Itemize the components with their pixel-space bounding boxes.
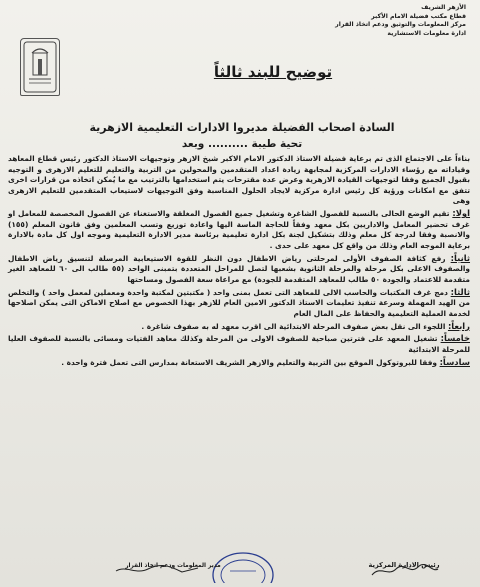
clause-paragraph bbox=[8, 333, 470, 355]
paragraph-text: رفع كثافة الصفوف الأولى لمرحلتى رياض الاطفال دون النظر للقوة الاستيعابية المرسلة لتنسيق رياض الاطفال والصفوف الاعلى بكل مرحلة والمرحلة الثانوية بشعبها لتصل للمراحل المتعددة بتمبنى الواحد (٥٥ طالب الى ٦٠ للمعاهد الغير متقدمة للاعتماد والجودة ٥٠ طالب للمعاهد المتقدمة للجودة) مع مراعاة سعة الفصول ومساحتها bbox=[8, 253, 470, 284]
clause-paragraph bbox=[8, 287, 470, 320]
clause-paragraph bbox=[8, 321, 470, 333]
clause-paragraph bbox=[8, 208, 470, 251]
left-signature-title: مدير المعلومات ودعم اتخاذ القرار bbox=[125, 563, 221, 569]
letterhead-line: ادارة معلومات الاستشارية bbox=[387, 29, 466, 37]
al-azhar-emblem-icon bbox=[20, 38, 60, 96]
letterhead-line: مركز المعلومات والتوثيق ودعم اتخاذ القرار bbox=[335, 21, 466, 29]
clause-paragraph bbox=[8, 253, 470, 286]
handwritten-signature-icon bbox=[112, 562, 202, 581]
paragraph-text: وفقا للبروتوكول الموقع بين التربية والتعليم والازهر الشريف الاستعانة بمدارس التى تعمل فترة واحدة . bbox=[61, 357, 437, 367]
letterhead bbox=[316, 4, 466, 38]
right-signature-title: رئيس الادارة المركزية bbox=[368, 561, 440, 569]
letterhead-line: قطاع مكتب فضيلة الامام الأكبر bbox=[371, 12, 466, 20]
clause-label: اولا: bbox=[452, 208, 471, 219]
page-title: توضيح للبند ثالثاً bbox=[213, 63, 333, 81]
salutation: السادة اصحاب الفضيلة مديروا الادارات التعليمية الازهرية bbox=[89, 121, 395, 134]
greeting: تحية طيبة .......... وبعد bbox=[181, 138, 303, 150]
clause-label: خامساً: bbox=[440, 333, 470, 344]
clause-label: سادساً: bbox=[439, 356, 470, 367]
paragraph-text: بناءاً على الاجتماع الذى تم برعاية فضيلة الاستاذ الدكتور الامام الاكبر شيخ الازهر وتوجيهات الاستاذ الدكتور رئيس قطاع المعاهد وقياداته مع رؤساء الادارات المركزية لمجابهة زيادة اعداد المتقدمين والمحولين من التربية والتعليم للتعليم الازهرى و التوجيه بقبول الجميع وفقا لتوجيهات القيادة الازهرية وعرض عدة مقترحات يتم استخدامها بالترتيب مع ما يُمكن اتخاذه من قرارات اخرى تتفق مع امكانات ورؤية كل رئيس ادارة مركزية لايجاد الحلول المناسبة وفق التوجيهات لاستيعاب المتقدمين للتعليم الازهرى وهى bbox=[8, 154, 470, 206]
paragraph-text: دمج غرف المكتبات والحاسب الالى للمعاهد التى تعمل بمنى واحد ( مكتبتين لمكتبة واحدة ومعملين لمعمل واحد ) والتخلص من الهيد المهملة وسرعة تنفيذ تعليمات الاستاذ الدكتور الامين العام للازهر بهذا الخصوص مع اصلاح الاماكن التى يمكن اصلاحها لخدمة العملية التعليمية والحفاظ على المال العام bbox=[8, 287, 470, 318]
paragraph-text: اللجوء الى نقل بعض صفوف المرحلة الابتدائية الى اقرب معهد له به صفوف شاغرة . bbox=[141, 321, 446, 331]
clause-paragraph bbox=[8, 357, 470, 369]
paragraph-text: تشغيل المعهد على فترتين صباحية للصفوف الاولى من المرحلة وكذلك معاهد الفتيات ومسائى بالنسبة للصفوف العليا للمرحلة الابتدائية bbox=[8, 334, 470, 355]
handwritten-signature-icon bbox=[370, 563, 440, 583]
clause-label: ثانياً: bbox=[450, 252, 471, 263]
paragraph-text: تقيم الوضع الحالى بالنسبة للفصول الشاغرة وتشغيل جميع الفصول المغلقة والاستغناء عن الفصول المخصصة للمعامل او غرف تحضير المعامل والاداريين بكل معهد وفقاً للحاجة الماسة اليها واعادة توزيع وتسب المعلمين وفق قانون المعلم (١٥٥) والانصبة وفقا لدرجة كل معلم وذلك بتشكيل لجنة بكل ادارة تعليمية برئاسة مدير الادارة التعليمية وموجه اول كل مادة بالادارة برعاية الموجه العام وذلك من واقع كل معهد على حدى . bbox=[8, 209, 470, 250]
clause-label: ثالثا: bbox=[450, 286, 470, 297]
letter-body bbox=[8, 154, 470, 370]
intro-paragraph bbox=[8, 154, 470, 207]
clause-label: رابعاً: bbox=[447, 320, 470, 331]
letterhead-line: الأزهر الشريف bbox=[421, 4, 466, 11]
